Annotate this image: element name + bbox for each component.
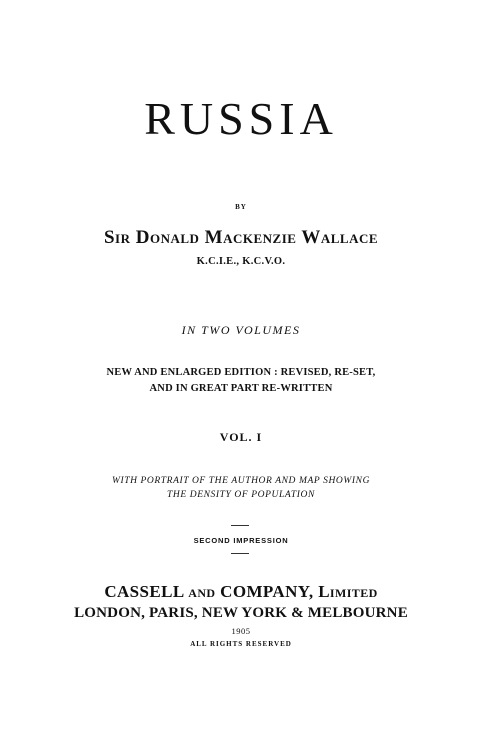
rights-notice: ALL RIGHTS RESERVED [190, 640, 292, 648]
edition-line-1: NEW AND ENLARGED EDITION : REVISED, RE-SET, [106, 367, 376, 378]
portrait-note-line-2: THE DENSITY OF POPULATION [167, 490, 315, 500]
volumes-note: IN TWO VOLUMES [181, 323, 301, 337]
book-title: RUSSIA [144, 93, 338, 144]
publication-year: 1905 [231, 626, 251, 636]
publisher-name: CASSELL and COMPANY, Limited [104, 582, 378, 601]
impression-note: SECOND IMPRESSION [193, 536, 289, 545]
volume-number: VOL. I [219, 430, 263, 444]
publisher-cities: LONDON, PARIS, NEW YORK & MELBOURNE [74, 605, 408, 621]
portrait-note-line-1: WITH PORTRAIT OF THE AUTHOR AND MAP SHOWING [111, 476, 371, 486]
author-name: Sir Donald Mackenzie Wallace [103, 227, 379, 248]
author-honours: K.C.I.E., K.C.V.O. [196, 256, 286, 267]
by-line: BY [235, 203, 247, 211]
divider-bottom [231, 553, 249, 554]
divider-top [231, 525, 249, 526]
edition-line-2: AND IN GREAT PART RE-WRITTEN [149, 383, 333, 394]
